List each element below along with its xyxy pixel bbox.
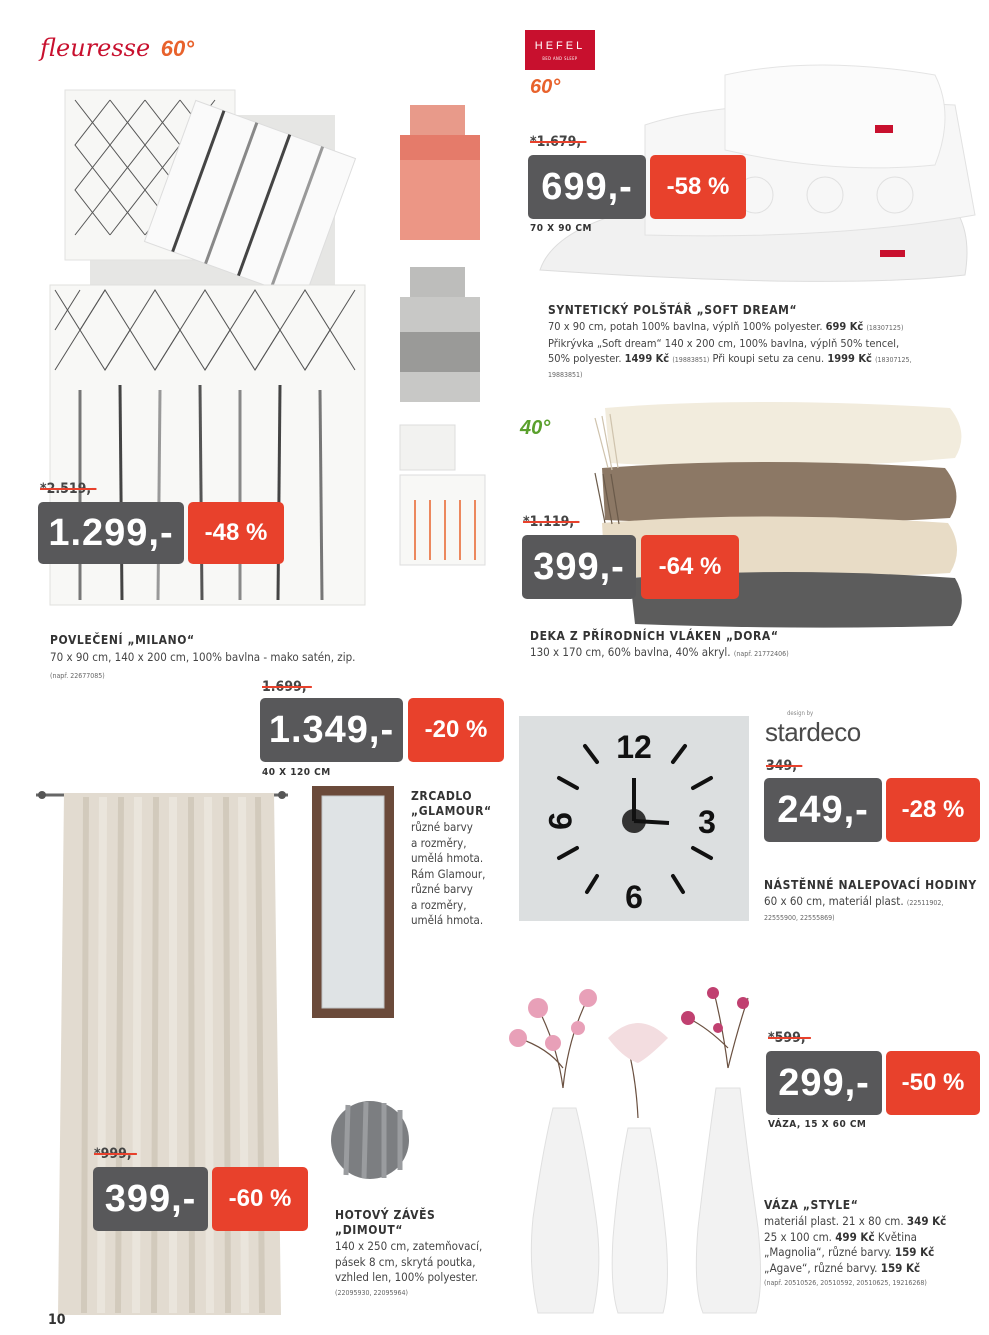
soft-dream-size: 70 X 90 CM xyxy=(530,223,592,234)
soft-dream-title: SYNTETICKÝ POLŠTÁŘ „SOFT DREAM“ xyxy=(548,303,798,317)
glamour-size: 40 X 120 CM xyxy=(262,767,331,778)
milano-desc: 70 x 90 cm, 140 x 200 cm, 100% bavlna - mako satén, zip. xyxy=(50,650,356,664)
style-line-4: „Agave“, různé barvy. 159 Kč xyxy=(764,1260,921,1275)
clock-discount: -28 % xyxy=(886,778,980,842)
style-vases-image xyxy=(498,968,770,1320)
clock-title: NÁSTĚNNÉ NALEPOVACÍ HODINY xyxy=(764,878,977,892)
clock-price: 249,- xyxy=(764,778,882,842)
soft-dream-desc xyxy=(548,319,968,383)
dora-discount: -64 % xyxy=(641,535,739,599)
soft-dream-line-4: 19883851) xyxy=(548,371,583,379)
style-line-3: „Magnolia“, různé barvy. 159 Kč xyxy=(764,1245,935,1259)
fleuresse-60-badge: 60° xyxy=(160,36,195,61)
hefel-logo-text: HEFEL xyxy=(534,39,586,52)
dora-price: 399,- xyxy=(522,535,636,599)
stardeco-logo-text: stardeco xyxy=(765,717,861,747)
glamour-mirror-image xyxy=(312,786,394,1018)
clock-number-9: 9 xyxy=(542,812,578,830)
dora-code: (např. 21772406) xyxy=(733,650,789,658)
dimout-title-2: „DIMOUT“ xyxy=(335,1223,404,1237)
milano-old-price: *2.519,- xyxy=(40,481,97,497)
style-line-1: materiál plast. 21 x 80 cm. 349 Kč xyxy=(764,1214,947,1228)
clock-code-1: (22511902, xyxy=(906,899,944,907)
dora-old-price: *1.119,- xyxy=(523,514,580,530)
style-discount: -50 % xyxy=(886,1051,980,1115)
dimout-old-price: *999,- xyxy=(94,1146,137,1162)
dora-40-badge: 40° xyxy=(520,417,551,439)
clock-code-2: 22555900, 22555869) xyxy=(764,914,835,922)
clock-desc: 60 x 60 cm, materiál plast. (22511902, xyxy=(764,894,944,908)
stardeco-logo xyxy=(765,710,861,748)
milano-variant-grey-image xyxy=(395,262,490,407)
clock-number-12: 12 xyxy=(616,729,652,765)
soft-dream-price: 699,- xyxy=(528,155,646,219)
hefel-60-badge: 60° xyxy=(530,76,561,98)
milano-code: (např. 22677085) xyxy=(50,672,105,680)
hefel-logo-sub: BED AND SLEEP xyxy=(542,55,578,61)
glamour-discount: -20 % xyxy=(408,698,504,762)
dimout-code: (22095930, 22095964) xyxy=(335,1288,409,1297)
clock-number-6: 6 xyxy=(625,879,643,915)
soft-dream-line-2: Přikrývka „Soft dream“ 140 x 200 cm, 100% bavlna, výplň 50% tencel, xyxy=(548,337,900,350)
fleuresse-logo xyxy=(40,34,194,62)
soft-dream-line-3: 50% polyester. 1499 Kč (19883851) Při koupi setu za cenu. 1999 Kč (18307125, xyxy=(548,352,912,365)
style-desc xyxy=(764,1214,946,1292)
dora-desc: 130 x 170 cm, 60% bavlna, 40% akryl. (např. 21772406) xyxy=(530,645,789,659)
page-number: 10 xyxy=(48,1312,66,1328)
style-title: VÁZA „STYLE“ xyxy=(764,1198,859,1212)
dimout-swatch-image xyxy=(330,1100,410,1180)
dimout-title-1: HOTOVÝ ZÁVĚS xyxy=(335,1208,436,1222)
milano-price: 1.299,- xyxy=(38,502,184,564)
clock-old-price: 349,- xyxy=(766,758,803,774)
style-size: VÁZA, 15 X 60 CM xyxy=(768,1119,867,1130)
dimout-curtain-image xyxy=(36,785,288,1320)
soft-dream-old-price: *1.679,- xyxy=(530,134,587,150)
style-old-price: *599,- xyxy=(768,1030,811,1046)
soft-dream-discount: -58 % xyxy=(650,155,746,219)
milano-variant-orange-image xyxy=(395,420,490,570)
glamour-title-1: ZRCADLO xyxy=(411,789,473,803)
dora-title: DEKA Z PŘÍRODNÍCH VLÁKEN „DORA“ xyxy=(530,629,779,643)
glamour-old-price: 1.699,- xyxy=(262,679,312,695)
milano-discount: -48 % xyxy=(188,502,284,564)
fleuresse-logo-text: fleuresse xyxy=(40,34,151,62)
dimout-price: 399,- xyxy=(93,1167,208,1231)
style-price: 299,- xyxy=(766,1051,882,1115)
milano-variant-coral-image xyxy=(395,100,490,245)
glamour-desc: různé barvy a rozměry, umělá hmota. Rám Glamour, různé barvy a rozměry, umělá hmota. xyxy=(411,820,486,927)
stardeco-logo-top: design by xyxy=(787,710,814,717)
milano-title: POVLEČENÍ „MILANO“ xyxy=(50,633,195,647)
glamour-title-2: „GLAMOUR“ xyxy=(411,804,492,818)
clock-number-3: 3 xyxy=(698,804,716,840)
style-line-2: 25 x 100 cm. 499 Kč Květina xyxy=(764,1229,917,1244)
soft-dream-line-1: 70 x 90 cm, potah 100% bavlna, výplň 100% polyester. 699 Kč (18307125) xyxy=(548,320,904,333)
dimout-discount: -60 % xyxy=(212,1167,308,1231)
glamour-price: 1.349,- xyxy=(260,698,403,762)
dimout-desc: 140 x 250 cm, zatemňovací, pásek 8 cm, skrytá poutka, vzhled len, 100% polyester. (22095930, 22095964) xyxy=(335,1239,482,1301)
wall-clock-image xyxy=(519,716,749,921)
style-code: (např. 20510526, 20510592, 20510625, 19216268) xyxy=(764,1279,927,1287)
